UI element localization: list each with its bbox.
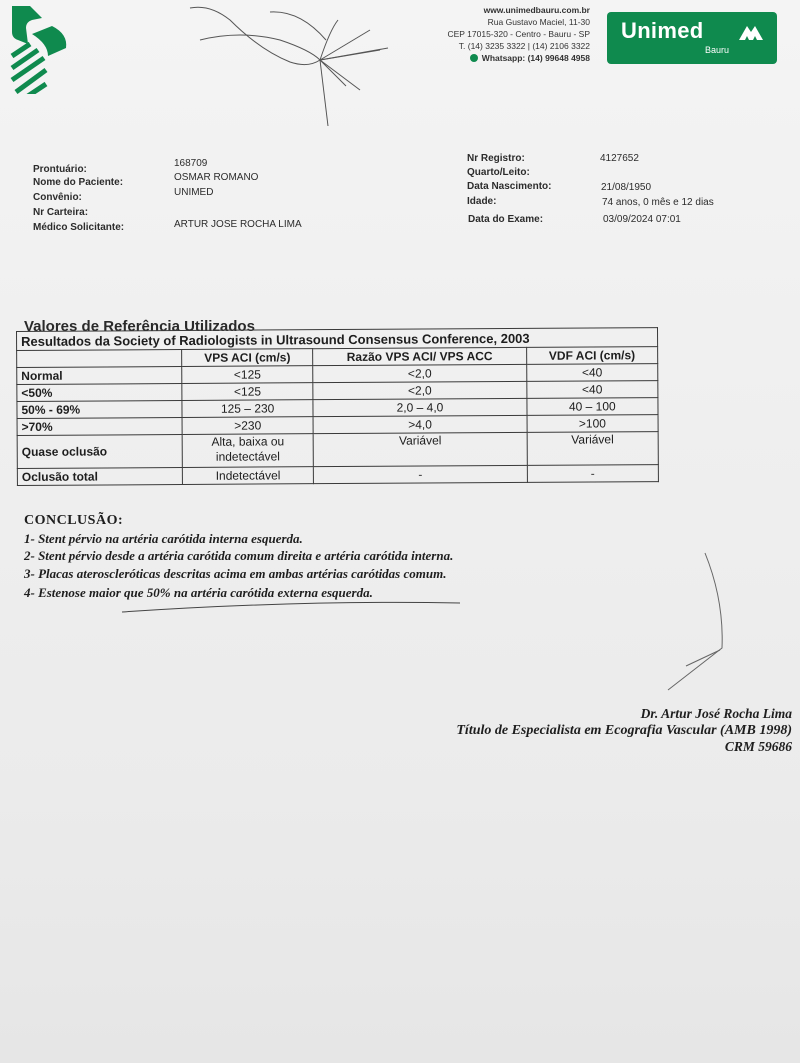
vps-cell: <125 bbox=[182, 383, 313, 401]
row-label: <50% bbox=[17, 383, 182, 401]
registro-value: 4127652 bbox=[600, 153, 639, 164]
reference-title: Valores de Referência Utilizados bbox=[24, 318, 255, 335]
phone-text: T. (14) 3235 3322 | (14) 2106 3322 bbox=[458, 41, 590, 51]
vps-line1: Alta, baixa ou bbox=[211, 434, 285, 449]
conclusion-item: 3- Placas ateroscleróticas descritas acima em ambas artérias carótidas comum. bbox=[24, 566, 447, 581]
whatsapp-text: Whatsapp: (14) 99648 4958 bbox=[481, 53, 590, 63]
address-line1: Rua Gustavo Maciel, 11-30 bbox=[487, 17, 590, 27]
exame-label: Data do Exame: bbox=[468, 214, 544, 225]
idade-value: 74 anos, 0 mês e 12 dias bbox=[602, 197, 714, 208]
brand-name: Unimed bbox=[621, 18, 704, 43]
vdf-cell: - bbox=[527, 465, 658, 483]
nome-value: OSMAR ROMANO bbox=[174, 172, 259, 183]
signature-crm: CRM 59686 bbox=[724, 739, 792, 754]
vdf-cell: >100 bbox=[527, 415, 658, 433]
vps-cell bbox=[182, 434, 313, 468]
signature-title: Título de Especialista em Ecografia Vascular (AMB 1998) bbox=[456, 723, 792, 738]
website-text: www.unimedbauru.com.br bbox=[483, 5, 590, 15]
vdf-cell: 40 – 100 bbox=[527, 398, 658, 416]
convenio-label: Convênio: bbox=[33, 192, 82, 203]
unimed-brand-badge bbox=[607, 12, 777, 64]
vps-cell: <125 bbox=[182, 366, 313, 384]
column-header: VPS ACI (cm/s) bbox=[182, 349, 313, 367]
unimed-logo-icon bbox=[8, 4, 70, 94]
conclusion-title: CONCLUSÃO: bbox=[24, 513, 124, 528]
row-label: >70% bbox=[17, 417, 182, 435]
brand-city: Bauru bbox=[705, 45, 730, 55]
whatsapp-row bbox=[447, 52, 590, 64]
prontuario-value: 168709 bbox=[174, 158, 208, 169]
column-header: VDF ACI (cm/s) bbox=[526, 347, 657, 365]
vdf-cell: Variável bbox=[527, 432, 659, 466]
header-empty-cell bbox=[17, 349, 182, 367]
table-row bbox=[17, 432, 658, 469]
ratio-cell: <2,0 bbox=[313, 381, 526, 399]
carteira-label: Nr Carteira: bbox=[33, 207, 89, 218]
vdf-cell: <40 bbox=[526, 364, 657, 382]
row-label: Oclusão total bbox=[17, 467, 182, 485]
ratio-cell: - bbox=[314, 465, 527, 483]
contact-block bbox=[447, 4, 590, 64]
nascimento-label: Data Nascimento: bbox=[467, 181, 552, 192]
vps-cell: >230 bbox=[182, 417, 313, 435]
vps-cell: Indetectável bbox=[182, 467, 313, 485]
vps-cell: 125 – 230 bbox=[182, 400, 313, 418]
registro-label: Nr Registro: bbox=[467, 153, 525, 164]
unimed-tree-icon bbox=[737, 22, 765, 42]
signature-name: Dr. Artur José Rocha Lima bbox=[640, 706, 792, 721]
row-label: Normal bbox=[17, 366, 182, 384]
convenio-value: UNIMED bbox=[174, 187, 214, 198]
conclusion-item: 1- Stent pérvio na artéria carótida interna esquerda. bbox=[24, 531, 303, 546]
vps-line2: indetectável bbox=[215, 449, 280, 464]
whatsapp-icon bbox=[470, 54, 478, 62]
row-label: Quase oclusão bbox=[17, 434, 182, 468]
ratio-cell: >4,0 bbox=[313, 415, 526, 433]
exame-value: 03/09/2024 07:01 bbox=[603, 214, 681, 225]
table-row bbox=[17, 465, 658, 486]
row-label: 50% - 69% bbox=[17, 400, 182, 418]
medico-value: ARTUR JOSE ROCHA LIMA bbox=[174, 219, 302, 230]
conclusion-item: 2- Stent pérvio desde a artéria carótida comum direita e artéria carótida interna. bbox=[24, 548, 454, 563]
reference-table bbox=[16, 327, 659, 486]
medico-label: Médico Solicitante: bbox=[33, 222, 125, 233]
pen-scribble bbox=[170, 0, 450, 130]
nome-label: Nome do Paciente: bbox=[33, 177, 124, 188]
idade-label: Idade: bbox=[467, 196, 497, 207]
ratio-cell: Variável bbox=[313, 432, 527, 466]
quarto-label: Quarto/Leito: bbox=[467, 167, 530, 178]
conclusion-item: 4- Estenose maior que 50% na artéria carótida externa esquerda. bbox=[24, 585, 373, 600]
consensus-header: Resultados da Society of Radiologists in Ultrasound Consensus Conference, 2003 bbox=[17, 328, 658, 351]
column-header: Razão VPS ACI/ VPS ACC bbox=[313, 347, 526, 365]
ratio-cell: <2,0 bbox=[313, 364, 526, 382]
vdf-cell: <40 bbox=[527, 381, 658, 399]
address-line2: CEP 17015-320 - Centro - Bauru - SP bbox=[447, 29, 590, 39]
prontuario-label: Prontuário: bbox=[33, 164, 87, 175]
nascimento-value: 21/08/1950 bbox=[601, 182, 652, 193]
ratio-cell: 2,0 – 4,0 bbox=[313, 398, 526, 416]
